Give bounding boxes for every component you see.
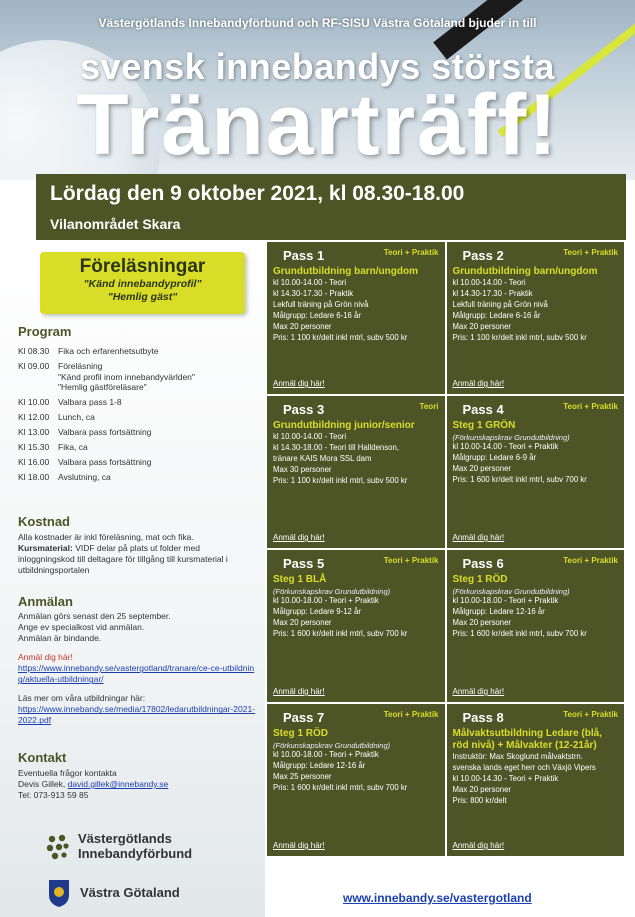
program-time: Kl 09.00 <box>18 361 50 371</box>
pass-line: kl 10.00-14.00 - Teori + Praktik <box>452 442 559 451</box>
program-text: Föreläsning "Känd profil inom innebandyvärlden" "Hemlig gästföreläsare" <box>58 361 195 393</box>
pass-title: Steg 1 GRÖN <box>452 420 516 431</box>
forelasningar-line: "Hemlig gäst" <box>107 291 178 304</box>
kostnad-label: Kursmaterial: <box>18 543 73 554</box>
kostnad-heading: Kostnad <box>18 514 70 529</box>
program-time: Kl 08.30 <box>18 346 50 356</box>
pass-line: kl 10.00-14.00 - Teori <box>452 278 526 287</box>
kontakt-line: Eventuella frågor kontakta <box>18 768 117 778</box>
pass-line: Pris: 1 600 kr/delt inkl mtrl, subv 700 kr <box>452 474 587 484</box>
anmalan-line: Ange ev specialkost vid anmälan. <box>18 622 145 633</box>
pass-line: Målgrupp: Ledare 6-16 år <box>452 310 541 320</box>
pass-line: kl 10.00-14.00 - Teori <box>273 432 347 441</box>
pass-line: Målgrupp: Ledare 12-16 år <box>452 606 545 616</box>
pass-title: Steg 1 RÖD <box>273 728 329 739</box>
pass-line: Pris: 1 600 kr/delt inkl mtrl, subv 700 kr <box>273 628 408 638</box>
program-row <box>18 412 258 427</box>
program-row <box>18 346 258 361</box>
pass-line: kl 10.00-18.00 - Teori + Praktik <box>273 750 379 759</box>
anmalan-heading: Anmälan <box>18 594 73 609</box>
kontakt-person <box>18 779 258 790</box>
pass-line: svenska lands eget herr och Växjö Vipers <box>452 762 596 772</box>
pass-card <box>267 550 445 702</box>
pass-name: Pass 8 <box>462 710 504 725</box>
pass-tag: Teori + Praktik <box>563 248 618 257</box>
register-link[interactable]: Anmäl dig här! <box>452 533 505 542</box>
vg-logo-text: Västra Götaland <box>80 884 180 900</box>
pass-note: (Förkunskapskrav Grundutbildning) <box>273 741 391 750</box>
program-row <box>18 442 258 457</box>
info-column <box>0 240 265 917</box>
program-time: Kl 16.00 <box>18 457 50 467</box>
program-text: Valbara pass fortsättning <box>58 457 152 467</box>
register-link[interactable]: Anmäl dig här! <box>273 533 325 542</box>
intro-text: Västergötlands Innebandyförbund och RF-SISU Västra Götaland bjuder in till <box>98 16 537 30</box>
pass-line: kl 10.00-14.00 - Teori <box>273 278 347 287</box>
register-link[interactable]: Anmäl dig här! <box>273 379 325 388</box>
vidf-logo-icon <box>46 833 70 861</box>
pass-title: Steg 1 BLÅ <box>273 574 327 585</box>
program-time: Kl 13.00 <box>18 427 50 437</box>
footer-website-link[interactable]: www.innebandy.se/vastergotland <box>343 891 532 905</box>
pass-line: Lekfull träning på Grön nivå <box>452 299 548 309</box>
pass-line: Målgrupp: Ledare 6-9 år <box>452 452 537 462</box>
pass-card <box>447 242 625 394</box>
kontakt-email[interactable]: david.gillek@innebandy.se <box>67 779 169 790</box>
pass-note: (Förkunskapskrav Grundutbildning) <box>452 587 570 596</box>
pass-title: Grundutbildning barn/ungdom <box>452 266 598 277</box>
pass-title: Grundutbildning junior/senior <box>273 420 415 431</box>
register-link[interactable]: Anmäl dig här! <box>273 687 325 696</box>
pass-title: Grundutbildning barn/ungdom <box>273 266 418 277</box>
program-text: Lunch, ca <box>58 412 95 422</box>
vg-emblem-icon <box>46 878 72 908</box>
kontakt-heading: Kontakt <box>18 750 67 765</box>
program-text: Valbara pass fortsättning <box>58 427 152 437</box>
pass-line: Max 25 personer <box>273 771 332 781</box>
program-row <box>18 361 258 397</box>
pass-title: Målvaktsutbildning Ledare (blå, röd nivå) + Målvakter (12-21år) <box>452 728 602 751</box>
pass-tag: Teori + Praktik <box>563 402 618 411</box>
pass-card <box>447 550 625 702</box>
kostnad-text <box>18 532 258 576</box>
pass-title: Steg 1 RÖD <box>452 574 508 585</box>
program-list <box>18 346 258 487</box>
program-time: Kl 12.00 <box>18 412 50 422</box>
pass-card <box>447 704 625 856</box>
pass-line: Pris: 1 600 kr/delt inkl mtrl, subv 700 kr <box>273 782 408 792</box>
pass-line: Pris: 1 600 kr/delt inkl mtrl, subv 700 kr <box>452 628 587 638</box>
program-text: Valbara pass 1-8 <box>58 397 122 407</box>
program-heading: Program <box>18 324 72 339</box>
pass-line: Lekfull träning på Grön nivå <box>273 299 369 309</box>
pass-name: Pass 7 <box>283 710 325 725</box>
vidf-logo-text <box>78 832 192 862</box>
register-link[interactable]: Anmäl dig här! <box>452 841 505 850</box>
pass-name: Pass 3 <box>283 402 325 417</box>
pass-card <box>267 704 445 856</box>
pass-line: Max 20 personer <box>273 321 332 331</box>
program-time: Kl 15.30 <box>18 442 50 452</box>
subtitle: svensk innebandys största <box>80 46 555 87</box>
pass-line: kl 10.00-14.30 - Teori + Praktik <box>452 773 559 783</box>
program-text: Avslutning, ca <box>58 472 111 482</box>
kontakt-phone: Tel: 073-913 59 85 <box>18 790 89 801</box>
register-link[interactable]: Anmäl dig här! <box>452 379 505 388</box>
kontakt-text <box>18 768 258 801</box>
forelasningar-title: Föreläsningar <box>79 256 206 277</box>
anmalan-text <box>18 611 258 726</box>
pass-tag: Teori + Praktik <box>383 556 439 565</box>
pass-line: Pris: 1 100 kr/delt inkl mtrl, subv 500 kr <box>452 332 587 342</box>
pass-line: Målgrupp: Ledare 6-16 år <box>273 310 361 320</box>
pass-card <box>267 396 445 548</box>
vidf-logo-line: Västergötlands <box>78 831 172 846</box>
program-time: Kl 18.00 <box>18 472 50 482</box>
kostnad-line: Alla kostnader är inkl föreläsning, mat och fika. <box>18 532 194 542</box>
vidf-logo <box>46 832 192 862</box>
pass-tag: Teori + Praktik <box>383 248 439 257</box>
pass-line: Max 20 personer <box>452 463 512 473</box>
pass-line: Max 20 personer <box>452 321 512 331</box>
register-link[interactable]: Anmäl dig här! <box>273 841 325 850</box>
program-text: Fika och erfarenhetsutbyte <box>58 346 159 356</box>
pass-line: kl 14.30-18.00 - Teori till Halldenson, <box>273 442 399 452</box>
program-row <box>18 427 258 442</box>
page-title: Tränarträff! <box>76 77 559 173</box>
pass-line: Instruktör: Max Skoglund målvaktstrn. <box>452 752 583 761</box>
pass-name: Pass 4 <box>462 402 504 417</box>
read-more-label: Läs mer om våra utbildningar här: <box>18 693 146 704</box>
pass-line: Målgrupp: Ledare 9-12 år <box>273 606 361 616</box>
forelasningar-badge <box>40 252 245 314</box>
pass-line: Max 20 personer <box>452 617 512 627</box>
pass-name: Pass 6 <box>462 556 504 571</box>
pass-card <box>267 242 445 394</box>
anmalan-line: Anmälan görs senast den 25 september. <box>18 611 171 621</box>
pass-line: Max 30 personer <box>273 464 332 474</box>
vg-logo <box>46 878 180 908</box>
pass-name: Pass 1 <box>283 248 325 263</box>
vidf-logo-line: Innebandyförbund <box>78 845 193 861</box>
pass-line: kl 14.30-17.30 - Praktik <box>452 288 533 298</box>
pass-line: Pris: 1 100 kr/delt inkl mtrl, subv 500 kr <box>273 475 408 485</box>
pass-tag: Teori + Praktik <box>563 556 618 565</box>
kontakt-name: Devis Gillek, <box>18 779 66 790</box>
program-text: Fika, ca <box>58 442 88 452</box>
program-time: Kl 10.00 <box>18 397 50 407</box>
program-row <box>18 457 258 472</box>
pass-name: Pass 2 <box>462 248 504 263</box>
kostnad-material <box>18 543 258 576</box>
program-row <box>18 397 258 412</box>
event-date: Lördag den 9 oktober 2021, kl 08.30-18.00 <box>50 182 465 205</box>
pass-note: (Förkunskapskrav Grundutbildning) <box>452 433 570 442</box>
read-more-link[interactable]: https://www.innebandy.se/media/17802/ledarutbildningar-2021-2022.pdf <box>18 704 256 726</box>
pass-tag: Teori + Praktik <box>383 710 439 719</box>
pass-line: Målgrupp: Ledare 12-16 år <box>273 760 366 770</box>
anmalan-line: Anmälan är bindande. <box>18 633 102 644</box>
date-band <box>36 174 626 240</box>
pass-line: kl 10.00-18.00 - Teori + Praktik <box>452 596 559 605</box>
pass-tag: Teori + Praktik <box>563 710 618 719</box>
pass-line: Pris: 800 kr/delt <box>452 795 507 805</box>
pass-card <box>447 396 625 548</box>
pass-grid <box>265 240 626 858</box>
pass-tag: Teori <box>419 402 439 411</box>
kostnad-line: VIDF delar på plats ut folder med inloggningskod till deltagare för tillgång till kursmaterial i utbildningsportalen <box>18 543 228 576</box>
pass-name: Pass 5 <box>283 556 325 571</box>
pass-line: kl 14.30-17.30 - Praktik <box>273 288 354 298</box>
pass-line: kl 10.00-18.00 - Teori + Praktik <box>273 596 379 605</box>
anmalan-link[interactable]: https://www.innebandy.se/vastergotland/tranare/ce-ce-utbildning/aktuella-utbildningar/ <box>18 663 255 685</box>
pass-line: Max 20 personer <box>273 617 332 627</box>
pass-note: (Förkunskapskrav Grundutbildning) <box>273 587 391 596</box>
hero-banner <box>0 0 635 180</box>
pass-line: Max 20 personer <box>452 784 512 794</box>
anmalan-link-label: Anmäl dig här! <box>18 652 73 663</box>
pass-line: Pris: 1 100 kr/delt inkl mtrl, subv 500 kr <box>273 332 408 342</box>
program-row <box>18 472 258 487</box>
forelasningar-line: "Känd innebandyprofil" <box>83 278 202 290</box>
register-link[interactable]: Anmäl dig här! <box>452 687 505 696</box>
event-place: Vilanområdet Skara <box>50 216 181 232</box>
pass-line: tränare KAIS Mora SSL dam <box>273 453 372 463</box>
